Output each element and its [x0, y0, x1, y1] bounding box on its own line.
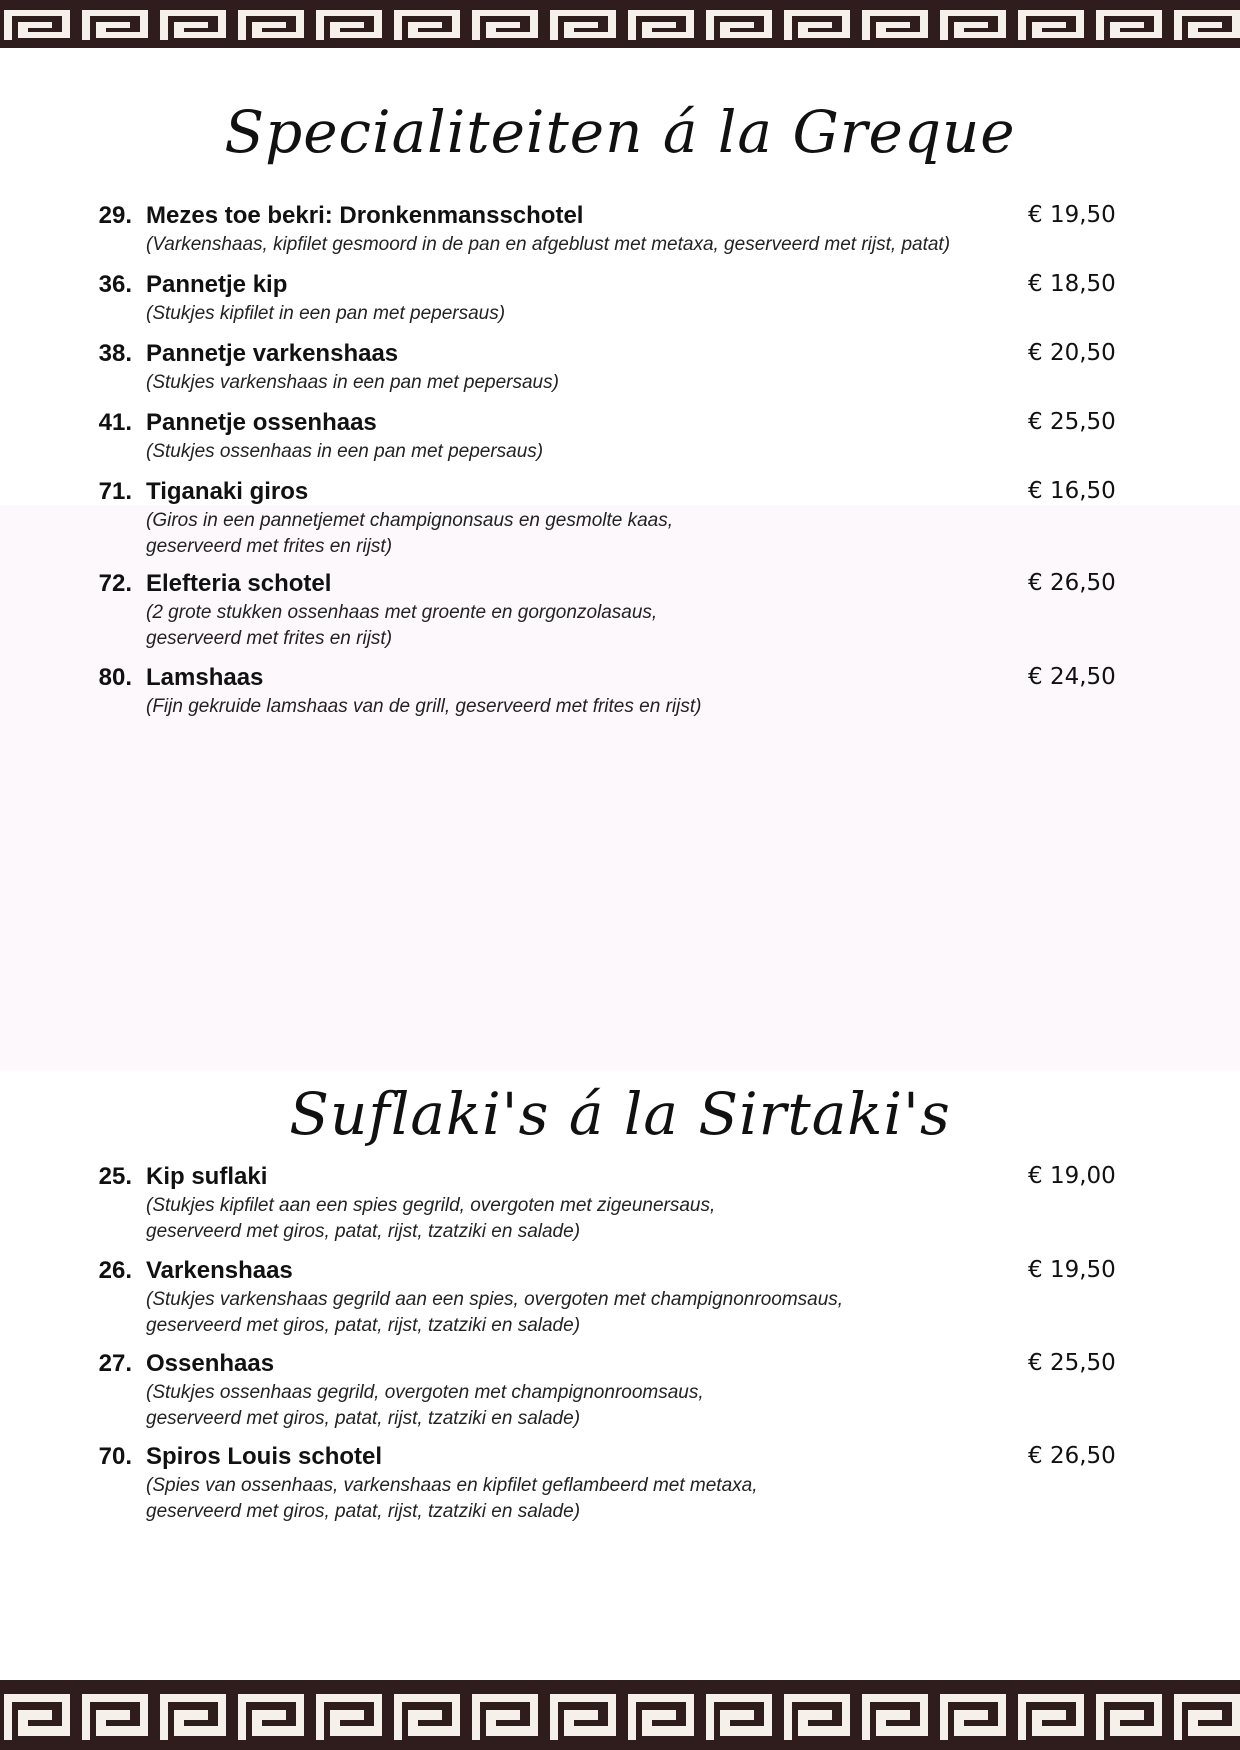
item-description: (Fijn gekruide lamshaas van de grill, geserveerd met frites en rijst)	[146, 696, 702, 717]
item-name: Pannetje varkenshaas	[146, 340, 399, 367]
greek-key-border-top	[0, 0, 1240, 48]
item-number: 26.	[98, 1257, 132, 1284]
item-number: 72.	[98, 570, 132, 597]
item-name: Mezes toe bekri: Dronkenmansschotel	[146, 202, 584, 229]
greek-key-border-bottom	[0, 1680, 1240, 1750]
item-price: € 24,50	[1028, 664, 1116, 690]
section-title-specialiteiten: Specialiteiten á la Greque	[224, 98, 1016, 166]
item-description: (Spies van ossenhaas, varkenshaas en kipfilet geflambeerd met metaxa, geserveerd met giros, patat, rijst, tzatziki en salade)	[146, 1475, 758, 1522]
item-description: (Stukjes kipfilet in een pan met pepersaus)	[146, 303, 506, 324]
item-price: € 16,50	[1028, 478, 1116, 504]
item-price: € 19,00	[1028, 1163, 1116, 1189]
greek-key-pattern-bottom	[0, 1680, 1240, 1750]
item-price: € 26,50	[1028, 1443, 1116, 1469]
item-name: Tiganaki giros	[146, 478, 309, 505]
item-name: Elefteria schotel	[146, 570, 332, 597]
item-description: (Varkenshaas, kipfilet gesmoord in de pan en afgeblust met metaxa, geserveerd met rijst, patat)	[146, 234, 951, 255]
item-description: (Stukjes varkenshaas gegrild aan een spies, overgoten met champignonroomsaus, geserveerd met giros, patat, rijst, tzatziki en salade)	[146, 1289, 844, 1336]
item-name: Varkenshaas	[146, 1257, 293, 1284]
section-title-suflakis: Suflaki's á la Sirtaki's	[289, 1080, 951, 1148]
item-price: € 26,50	[1028, 570, 1116, 596]
greek-key-pattern-top	[0, 0, 1240, 48]
item-description: (Giros in een pannetjemet champignonsaus en gesmolte kaas, geserveerd met frites en rijst)	[146, 510, 674, 557]
item-number: 71.	[98, 478, 132, 505]
item-number: 41.	[98, 409, 132, 436]
item-number: 25.	[98, 1163, 132, 1190]
item-description: (Stukjes ossenhaas in een pan met pepersaus)	[146, 441, 544, 462]
item-price: € 25,50	[1028, 1350, 1116, 1376]
item-price: € 19,50	[1028, 1257, 1116, 1283]
item-name: Lamshaas	[146, 664, 264, 691]
item-name: Ossenhaas	[146, 1350, 275, 1377]
item-name: Pannetje ossenhaas	[146, 409, 377, 436]
item-number: 38.	[98, 340, 132, 367]
item-price: € 20,50	[1028, 340, 1116, 366]
item-name: Spiros Louis schotel	[146, 1443, 383, 1470]
item-description: (Stukjes kipfilet aan een spies gegrild, overgoten met zigeunersaus, geserveerd met giros, patat, rijst, tzatziki en salade)	[146, 1195, 716, 1242]
item-number: 36.	[98, 271, 132, 298]
item-price: € 18,50	[1028, 271, 1116, 297]
item-price: € 19,50	[1028, 202, 1116, 228]
item-name: Kip suflaki	[146, 1163, 268, 1190]
item-description: (Stukjes ossenhaas gegrild, overgoten met champignonroomsaus, geserveerd met giros, patat, rijst, tzatziki en salade)	[146, 1382, 704, 1429]
item-number: 29.	[98, 202, 132, 229]
item-name: Pannetje kip	[146, 271, 288, 298]
item-number: 70.	[98, 1443, 132, 1470]
item-price: € 25,50	[1028, 409, 1116, 435]
item-number: 80.	[98, 664, 132, 691]
item-description: (2 grote stukken ossenhaas met groente en gorgonzolasaus, geserveerd met frites en rijst)	[146, 602, 658, 649]
item-description: (Stukjes varkenshaas in een pan met pepersaus)	[146, 372, 559, 393]
item-number: 27.	[98, 1350, 132, 1377]
